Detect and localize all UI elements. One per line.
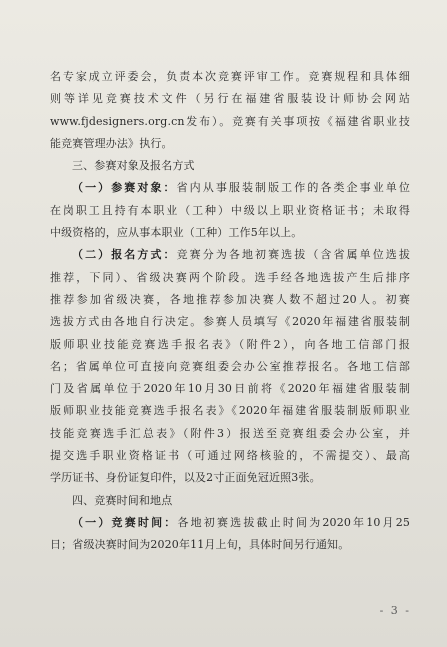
paragraph-line: 门及省属单位于2020年10月30日前将《2020年福建省服装制 — [50, 382, 410, 396]
paragraph-line — [50, 512, 410, 534]
subheading-label: （二）报名方式： — [72, 248, 177, 262]
paragraph-line: 中级资格的，应从事本职业（工种）工作5年以上。 — [50, 226, 303, 240]
paragraph-line: 推荐参加省级决赛，各地推荐参加决赛人数不超过20人。初赛 — [50, 292, 410, 306]
paragraph-line: 名专家成立评委会，负责本次竞赛评审工作。竞赛规程和具体细 — [50, 70, 410, 83]
paragraph-line: 学历证书、身份证复印件，以及2寸正面免冠近照3张。 — [50, 471, 321, 485]
paragraph-line: 推荐，下同）、省级决赛两个阶段。选手经各地选拔产生后排序 — [50, 270, 410, 284]
subheading-label: （一）参赛对象： — [72, 181, 177, 195]
paragraph-line — [50, 244, 410, 266]
paragraph-line — [50, 177, 410, 199]
subheading-label: （一）竞赛时间： — [72, 515, 178, 529]
paragraph-line: 提交选手职业资格证书（可通过网络核验的，不需提交）、最高 — [50, 449, 410, 463]
paragraph-line: 则等详见竞赛技术文件（另行在福建省服装设计师协会网站 — [50, 92, 410, 106]
paragraph-text: 各地初赛选拔截止时间为2020年10月25 — [177, 515, 410, 529]
paragraph-line: 技能竞赛选手汇总表》（附件3）报送至竞赛组委会办公室，并 — [50, 426, 410, 440]
paragraph-text: 省内从事服装制版工作的各类企事业单位 — [176, 181, 410, 195]
paragraph-line: 版师职业技能竞赛选手报名表》《2020年福建省服装制版师职业 — [50, 404, 410, 418]
paragraph-line: 版师职业技能竞赛选手报名表》（附件2），向各地工信部门报 — [50, 337, 410, 351]
paragraph-line: 在岗职工且持有本职业（工种）中级以上职业资格证书；未取得 — [50, 203, 410, 217]
paragraph-line: 能竞赛管理办法》执行。 — [50, 136, 173, 150]
document-body — [50, 66, 410, 557]
paragraph-text: 竞赛分为各地初赛选拔（含省属单位选拔 — [176, 248, 410, 262]
page-number: - 3 - — [379, 604, 411, 617]
paragraph-line: www.fjdesigners.org.cn发布）。竞赛有关事项按《福建省职业技 — [50, 114, 410, 128]
section-heading-3: 三、参赛对象及报名方式 — [72, 159, 195, 173]
paragraph-line: 选拔方式由各地自行决定。参赛人员填写《2020年福建省服装制 — [50, 315, 410, 329]
paragraph-line: 名；省属单位可直接向竞赛组委会办公室推荐报名。各地工信部 — [50, 359, 410, 373]
section-heading-4: 四、竞赛时间和地点 — [72, 493, 173, 507]
paragraph-line: 日；省级决赛时间为2020年11月上旬，具体时间另行通知。 — [50, 538, 350, 552]
